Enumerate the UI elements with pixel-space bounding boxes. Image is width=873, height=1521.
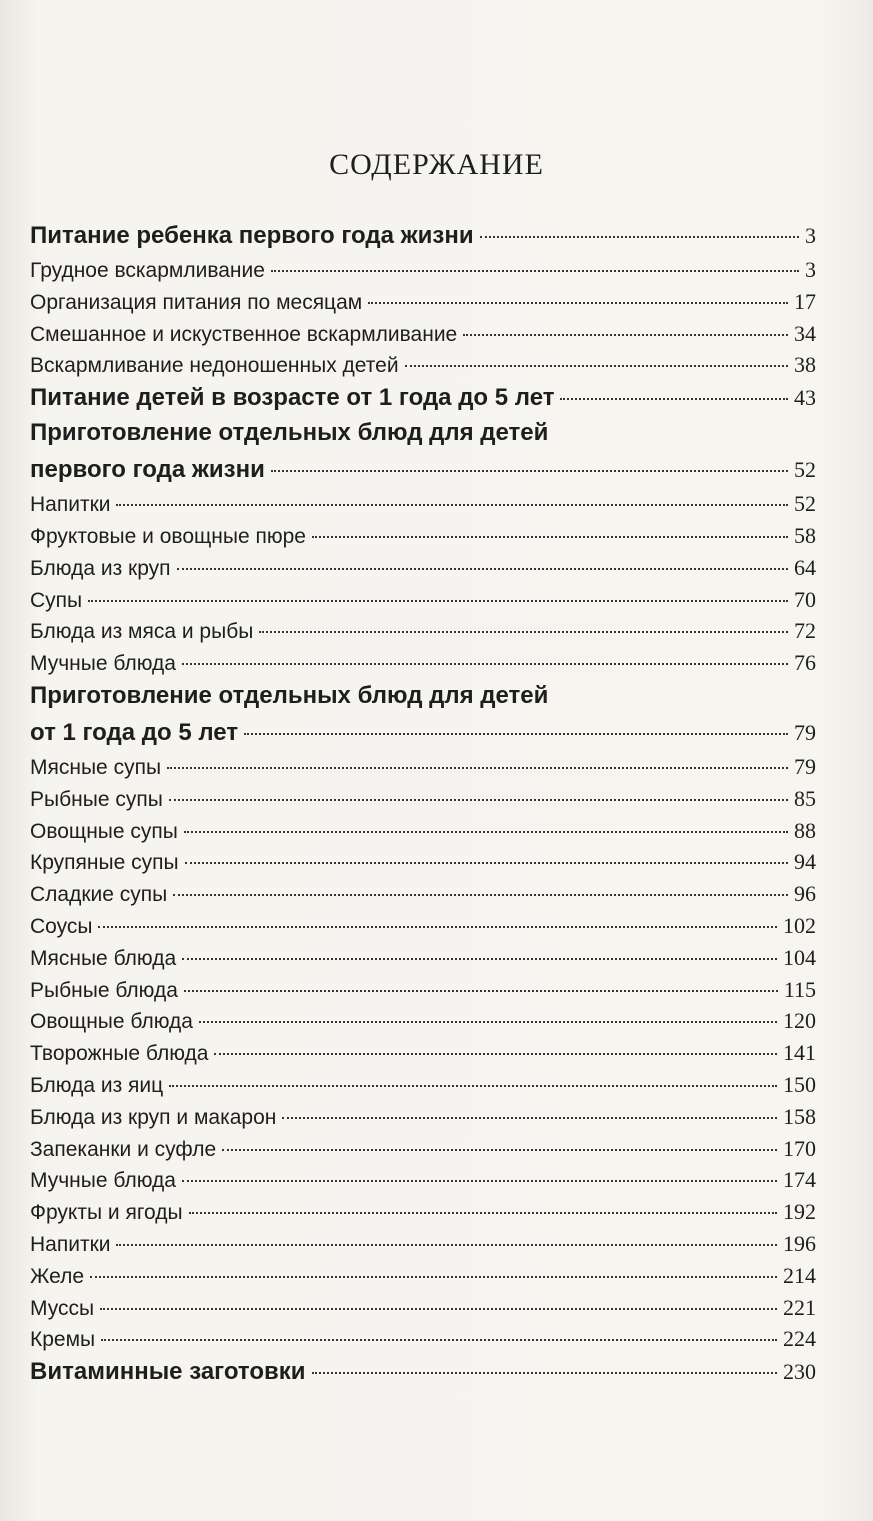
toc-page-number: 94 [794, 849, 816, 875]
toc-entry-label: Рыбные блюда [30, 978, 178, 1002]
toc-entry-label: Мучные блюда [30, 1169, 176, 1193]
toc-page-number: 79 [794, 719, 816, 745]
toc-entry [30, 945, 816, 977]
dot-leader [271, 270, 799, 272]
dot-leader [214, 1053, 777, 1055]
toc-entry-label: Крупяные супы [30, 851, 179, 875]
dot-leader [405, 365, 788, 367]
toc-page-number: 224 [783, 1326, 816, 1352]
toc-page-number: 3 [805, 223, 816, 248]
toc-page-number: 64 [794, 554, 816, 580]
toc-page-number: 115 [783, 976, 816, 1002]
dot-leader [169, 799, 788, 801]
toc-entry [30, 1326, 816, 1358]
dot-leader [312, 1372, 777, 1374]
toc-page-number: 230 [783, 1359, 816, 1385]
toc-entry [30, 1008, 816, 1040]
toc-page-number: 52 [794, 491, 816, 517]
dot-leader [368, 302, 788, 304]
dot-leader [463, 334, 788, 336]
toc-entry [30, 555, 816, 587]
toc-entry [30, 1231, 816, 1263]
toc-entry [30, 352, 816, 384]
toc-entry-label: Блюда из яиц [30, 1073, 164, 1097]
page-title: СОДЕРЖАНИЕ [329, 148, 544, 181]
toc-entry [30, 1136, 816, 1168]
toc-entry [30, 321, 816, 353]
toc-entry-label: Витаминные заготовки [30, 1358, 306, 1386]
toc-entry-label: Фруктовые и овощные пюре [30, 524, 306, 548]
toc-entry-label: Приготовление отдельных блюд для детей [30, 681, 549, 709]
dot-leader [116, 504, 788, 506]
toc-entry [30, 1295, 816, 1327]
dot-leader [98, 926, 777, 928]
toc-entry-label: Рыбные супы [30, 787, 163, 811]
dot-leader [88, 600, 788, 602]
toc-entry [30, 786, 816, 818]
toc-section-heading [30, 456, 816, 491]
dot-leader [167, 767, 788, 769]
toc-entry [30, 913, 816, 945]
table-of-contents [30, 222, 816, 1393]
dot-leader [189, 1212, 777, 1214]
dot-leader [199, 1021, 777, 1023]
toc-entry-label: Соусы [30, 914, 93, 938]
toc-entry-label: Вскармливание недоношенных детей [30, 354, 399, 378]
toc-entry [30, 1263, 816, 1295]
toc-entry-label: Блюда из круп и макарон [30, 1105, 277, 1129]
toc-entry-label: первого года жизни [30, 456, 265, 484]
dot-leader [100, 1308, 777, 1310]
toc-page-number: 150 [783, 1071, 816, 1097]
toc-entry [30, 1040, 816, 1072]
toc-section-heading [30, 222, 816, 257]
dot-leader [173, 894, 788, 896]
toc-page-number: 120 [783, 1008, 816, 1034]
toc-page-number: 72 [794, 618, 816, 644]
toc-page-number: 58 [794, 522, 816, 548]
toc-entry-label: Блюда из мяса и рыбы [30, 620, 254, 644]
dot-leader [184, 831, 788, 833]
toc-entry-label: Смешанное и искуственное вскармливание [30, 322, 458, 346]
toc-page-number: 174 [783, 1167, 816, 1193]
toc-page-number: 76 [794, 650, 816, 676]
toc-entry-label: Овощные супы [30, 819, 178, 843]
toc-entry-label: Мясные супы [30, 755, 162, 779]
toc-entry [30, 523, 816, 555]
toc-section-heading [30, 682, 816, 719]
toc-entry [30, 650, 816, 682]
toc-page-number: 221 [783, 1294, 816, 1320]
toc-entry-label: Мучные блюда [30, 652, 176, 676]
dot-leader [259, 631, 788, 633]
toc-entry [30, 881, 816, 913]
toc-page-number: 196 [783, 1230, 816, 1256]
toc-entry-label: Овощные блюда [30, 1010, 193, 1034]
toc-entry-label: Грудное вскармливание [30, 259, 265, 282]
toc-entry [30, 754, 816, 786]
toc-page-number: 85 [794, 785, 816, 811]
toc-entry [30, 977, 816, 1009]
dot-leader [480, 236, 799, 238]
toc-entry-label: Кремы [30, 1328, 96, 1352]
toc-entry-label: Запеканки и суфле [30, 1137, 217, 1161]
toc-entry [30, 587, 816, 619]
dot-leader [312, 536, 788, 538]
dot-leader [90, 1276, 777, 1278]
toc-entry [30, 618, 816, 650]
toc-entry-label: Блюда из круп [30, 556, 171, 580]
dot-leader [182, 958, 777, 960]
dot-leader [116, 1244, 777, 1246]
dot-leader [271, 470, 788, 472]
toc-entry [30, 1104, 816, 1136]
toc-entry-label: Желе [30, 1264, 85, 1288]
toc-page-number: 43 [794, 385, 816, 411]
toc-page-number: 104 [783, 944, 816, 970]
dot-leader [185, 862, 788, 864]
dot-leader [101, 1339, 777, 1341]
toc-page-number: 141 [783, 1040, 816, 1066]
toc-page-number: 158 [783, 1103, 816, 1129]
toc-section-heading [30, 719, 816, 754]
toc-page-number: 102 [783, 912, 816, 938]
toc-entry-label: Творожные блюда [30, 1042, 209, 1066]
toc-section-heading [30, 419, 816, 456]
toc-page-number: 79 [794, 753, 816, 779]
toc-page-number: 88 [794, 817, 816, 843]
toc-entry-label: Супы [30, 588, 83, 612]
toc-entry-label: Напитки [30, 1232, 111, 1256]
toc-entry [30, 1167, 816, 1199]
dot-leader [182, 663, 788, 665]
toc-entry [30, 1072, 816, 1104]
toc-page-number: 214 [783, 1262, 816, 1288]
dot-leader [177, 568, 788, 570]
dot-leader [184, 990, 778, 992]
toc-entry-label: Сладкие супы [30, 883, 168, 907]
dot-leader [560, 398, 788, 400]
toc-page-number: 3 [805, 257, 816, 282]
toc-entry-label: Питание ребенка первого года жизни [30, 222, 474, 249]
toc-entry-label: Фрукты и ягоды [30, 1201, 183, 1225]
toc-page-number: 17 [794, 288, 816, 314]
toc-page-number: 52 [794, 457, 816, 483]
toc-page-number: 34 [794, 320, 816, 346]
toc-page-number: 170 [783, 1135, 816, 1161]
toc-section-heading [30, 1358, 816, 1393]
dot-leader [222, 1149, 777, 1151]
toc-section-heading [30, 384, 816, 419]
toc-page-number: 96 [794, 881, 816, 907]
toc-entry [30, 1199, 816, 1231]
toc-entry [30, 289, 816, 321]
dot-leader [182, 1180, 777, 1182]
toc-page-number: 38 [794, 352, 816, 378]
toc-entry-label: Мясные блюда [30, 946, 177, 970]
toc-page-number: 192 [783, 1199, 816, 1225]
toc-page-number: 70 [794, 586, 816, 612]
toc-entry-label: от 1 года до 5 лет [30, 718, 239, 746]
toc-entry [30, 818, 816, 850]
toc-entry-label: Муссы [30, 1296, 95, 1320]
toc-entry [30, 257, 816, 289]
toc-entry-label: Напитки [30, 493, 111, 517]
toc-entry [30, 491, 816, 523]
dot-leader [244, 733, 788, 735]
toc-entry [30, 849, 816, 881]
toc-entry-label: Питание детей в возрасте от 1 года до 5 лет [30, 384, 555, 412]
dot-leader [282, 1117, 777, 1119]
dot-leader [169, 1085, 777, 1087]
toc-entry-label: Приготовление отдельных блюд для детей [30, 419, 549, 447]
toc-entry-label: Организация питания по месяцам [30, 290, 363, 314]
